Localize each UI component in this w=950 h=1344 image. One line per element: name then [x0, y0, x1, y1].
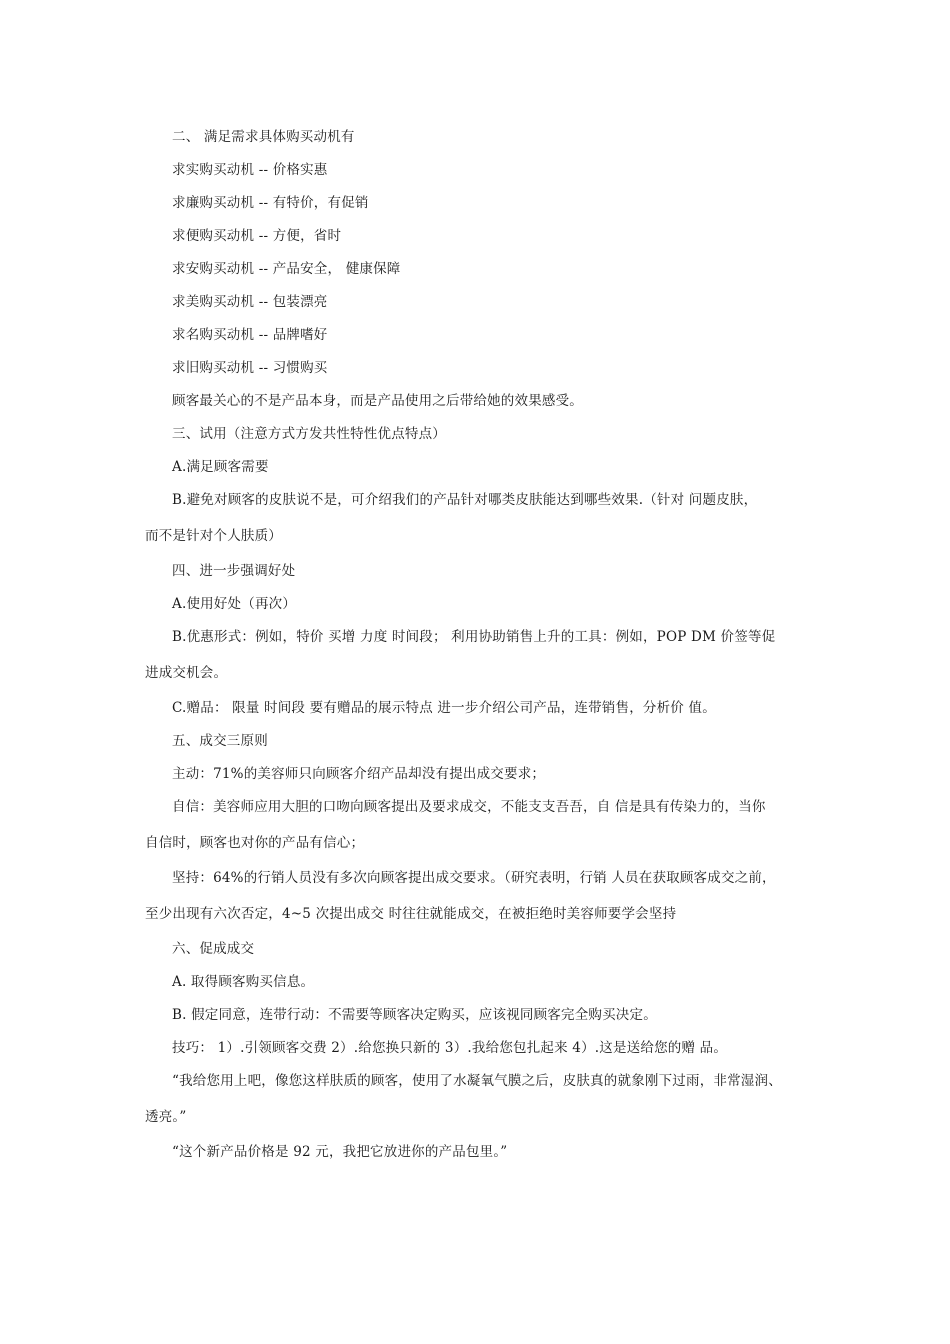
- paragraph: 技巧： 1）.引领顾客交费 2）.给您换只新的 3）.我给您包扎起来 4）.这是送给您的赠 品。: [172, 1040, 728, 1056]
- list-item: A.使用好处（再次）: [172, 596, 297, 612]
- list-item: 求实购买动机 -- 价格实惠: [172, 162, 328, 178]
- paragraph-continuation: 自信时，顾客也对你的产品有信心；: [145, 835, 365, 851]
- quote: “这个新产品价格是 92 元，我把它放进你的产品包里。”: [172, 1144, 508, 1160]
- paragraph-continuation: 进成交机会。: [145, 665, 228, 681]
- section-heading-2: 二、 满足需求具体购买动机有: [172, 129, 355, 145]
- paragraph: 自信：美容师应用大胆的口吻向顾客提出及要求成交，不能支支吾吾，自 信是具有传染力的，当你: [172, 799, 766, 815]
- paragraph-continuation: 至少出现有六次否定，4~5 次提出成交 时往往就能成交，在被拒绝时美容师要学会坚持: [145, 906, 677, 922]
- paragraph-continuation: 而不是针对个人肤质）: [145, 528, 282, 544]
- list-item: 求安购买动机 -- 产品安全， 健康保障: [172, 261, 401, 277]
- list-item: C.赠品： 限量 时间段 要有赠品的展示特点 进一步介绍公司产品，连带销售，分析价 值。: [172, 700, 716, 716]
- quote: “我给您用上吧，像您这样肤质的顾客，使用了水凝氧气膜之后，皮肤真的就象刚下过雨，非常湿润、: [172, 1073, 782, 1089]
- section-heading-5: 五、成交三原则: [172, 733, 268, 749]
- list-item: 求名购买动机 -- 品牌嗜好: [172, 327, 328, 343]
- list-item: 求旧购买动机 -- 习惯购买: [172, 360, 328, 376]
- section-heading-3: 三、试用（注意方式方发共性特性优点特点）: [172, 426, 446, 442]
- list-item: 求便购买动机 -- 方便，省时: [172, 228, 342, 244]
- list-item: 求美购买动机 -- 包装漂亮: [172, 294, 328, 310]
- section-heading-4: 四、进一步强调好处: [172, 563, 296, 579]
- list-item: 求廉购买动机 -- 有特价，有促销: [172, 195, 369, 211]
- list-item: B. 假定同意，连带行动：不需要等顾客决定购买，应该视同顾客完全购买决定。: [172, 1007, 657, 1023]
- list-item: B.优惠形式：例如，特价 买增 力度 时间段； 利用协助销售上升的工具：例如，POP DM 价签等促: [172, 629, 776, 645]
- paragraph: 主动：71%的美容师只向顾客介绍产品却没有提出成交要求；: [172, 766, 546, 782]
- paragraph: 坚持：64%的行销人员没有多次向顾客提出成交要求。（研究表明，行销 人员在获取顾客成交之前，: [172, 870, 776, 886]
- list-item: B.避免对顾客的皮肤说不是，可介绍我们的产品针对哪类皮肤能达到哪些效果.（针对 问题皮肤，: [172, 492, 758, 508]
- list-item: A.满足顾客需要: [172, 459, 269, 475]
- paragraph: 顾客最关心的不是产品本身，而是产品使用之后带给她的效果感受。: [172, 393, 583, 409]
- quote-continuation: 透亮。”: [145, 1109, 187, 1125]
- section-heading-6: 六、促成成交: [172, 941, 255, 957]
- list-item: A. 取得顾客购买信息。: [172, 974, 315, 990]
